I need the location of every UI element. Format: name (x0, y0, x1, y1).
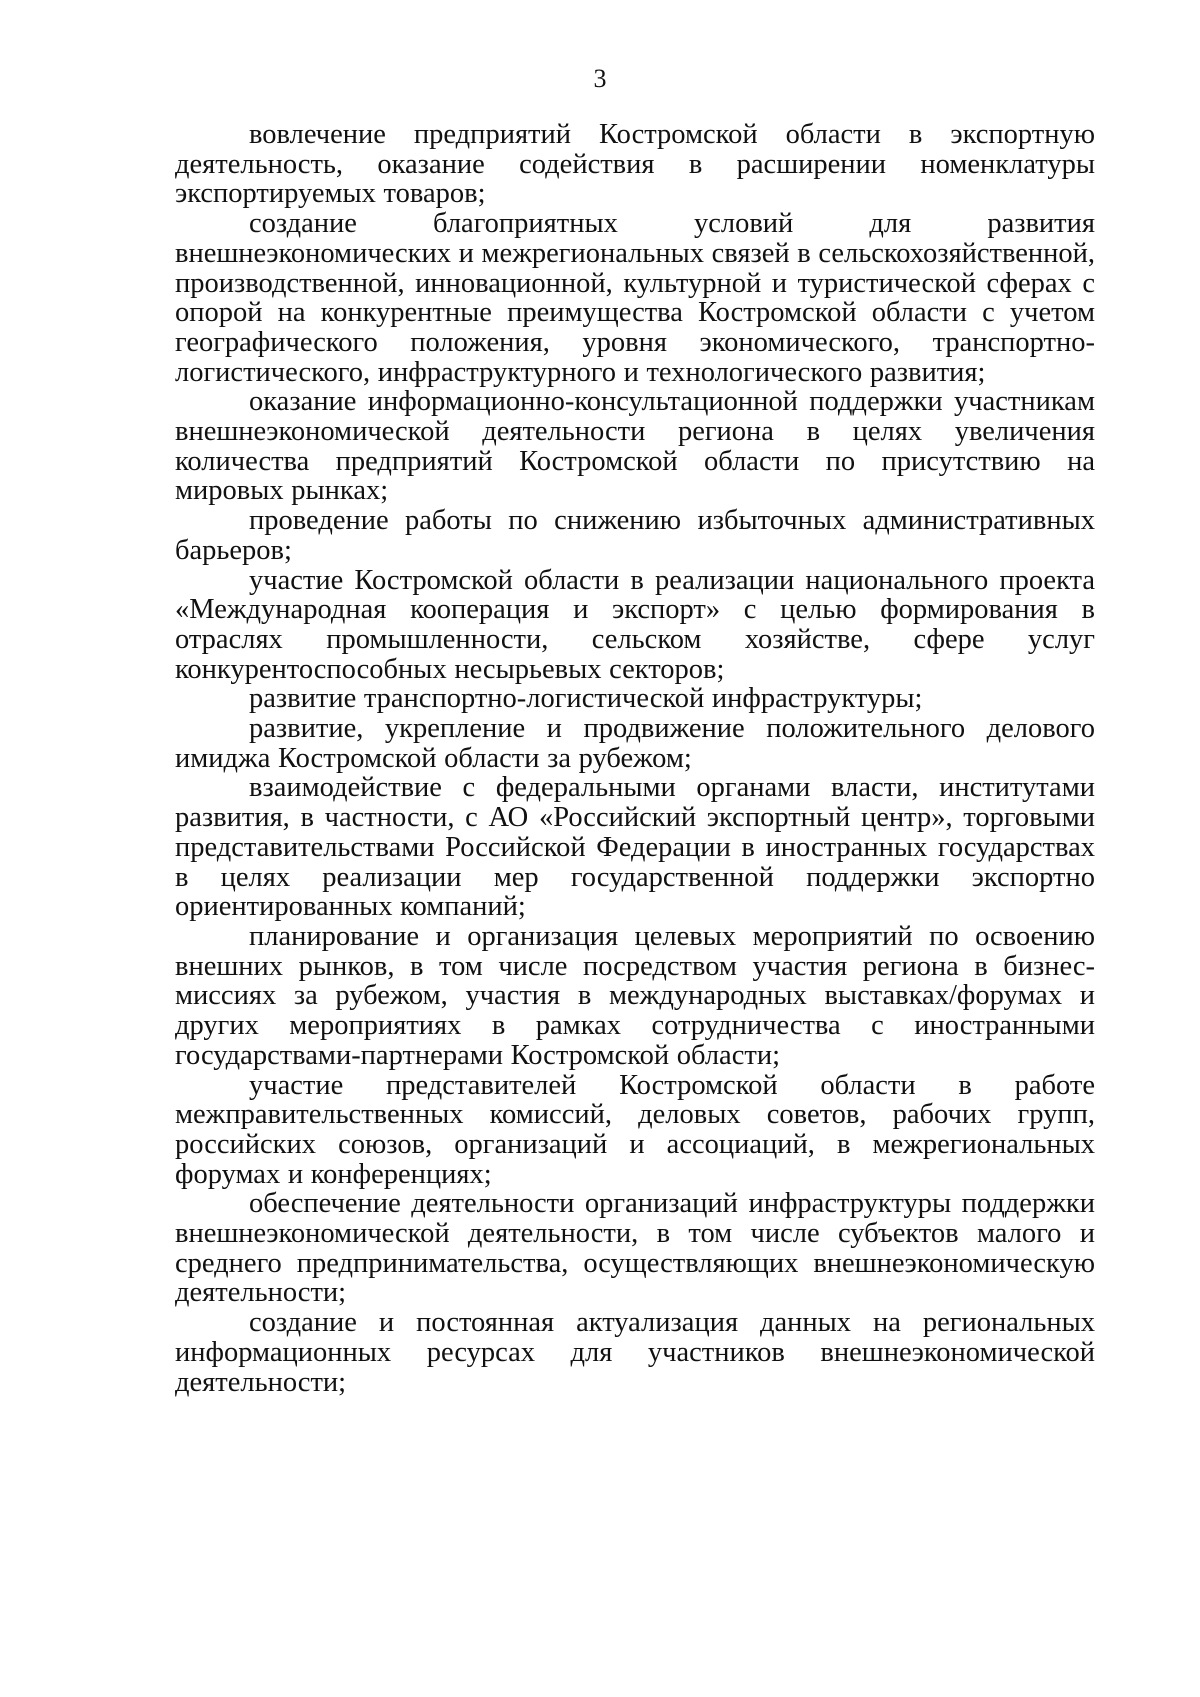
page-number: 3 (593, 64, 607, 93)
paragraph-5: участие Костромской области в реализации национального проекта «Международная кооперация и экспорт» с целью формирования в отраслях промышленности, сельском хозяйстве, сфере услуг конкурентоспособных несырьевых секторов; (175, 564, 1095, 685)
document-body (175, 120, 1095, 1397)
paragraph-12: создание и постоянная актуализация данных на региональных информационных ресурсах для участников внешнеэкономической деятельности; (175, 1307, 1095, 1398)
paragraph-8: взаимодействие с федеральными органами власти, институтами развития, в частности, с АО «Российский экспортный центр», торговыми представительствами Российской Федерации в иностранных государствах в целях реализации мер государственной поддержки экспортно ориентированных компаний; (175, 772, 1095, 923)
paragraph-2: создание благоприятных условий для развития внешнеэкономических и межрегиональных связей в сельскохозяйственной, производственной, инновационной, культурной и туристической сферах с опорой на конкурентные преимущества Костромской области с учетом географического положения, уровня экономического, транспортно-логистического, инфраструктурного и технологического развития; (175, 208, 1096, 388)
paragraph-1: вовлечение предприятий Костромской области в экспортную деятельность, оказание содействия в расширении номенклатуры экспортируемых товаров; (175, 119, 1095, 210)
paragraph-4: проведение работы по снижению избыточных административных барьеров; (175, 505, 1095, 566)
paragraph-7: развитие, укрепление и продвижение положительного делового имиджа Костромской области за рубежом; (175, 713, 1095, 774)
paragraph-11: обеспечение деятельности организаций инфраструктуры поддержки внешнеэкономической деятельности, в том числе субъектов малого и среднего предпринимательства, осуществляющих внешнеэкономическую деятельности; (175, 1188, 1095, 1309)
paragraph-3: оказание информационно-консультационной поддержки участникам внешнеэкономической деятельности региона в целях увеличения количества предприятий Костромской области по присутствию на мировых рынках; (175, 386, 1095, 507)
paragraph-9: планирование и организация целевых мероприятий по освоению внешних рынков, в том числе посредством участия региона в бизнес-миссиях за рубежом, участия в международных выставках/форумах и других мероприятиях в рамках сотрудничества с иностранными государствами-партнерами Костромской области; (175, 920, 1095, 1071)
paragraph-10: участие представителей Костромской области в работе межправительственных комиссий, деловых советов, рабочих групп, российских союзов, организаций и ассоциаций, в межрегиональных форумах и конференциях; (175, 1069, 1095, 1190)
paragraph-6: развитие транспортно-логистической инфраструктуры; (249, 683, 923, 715)
